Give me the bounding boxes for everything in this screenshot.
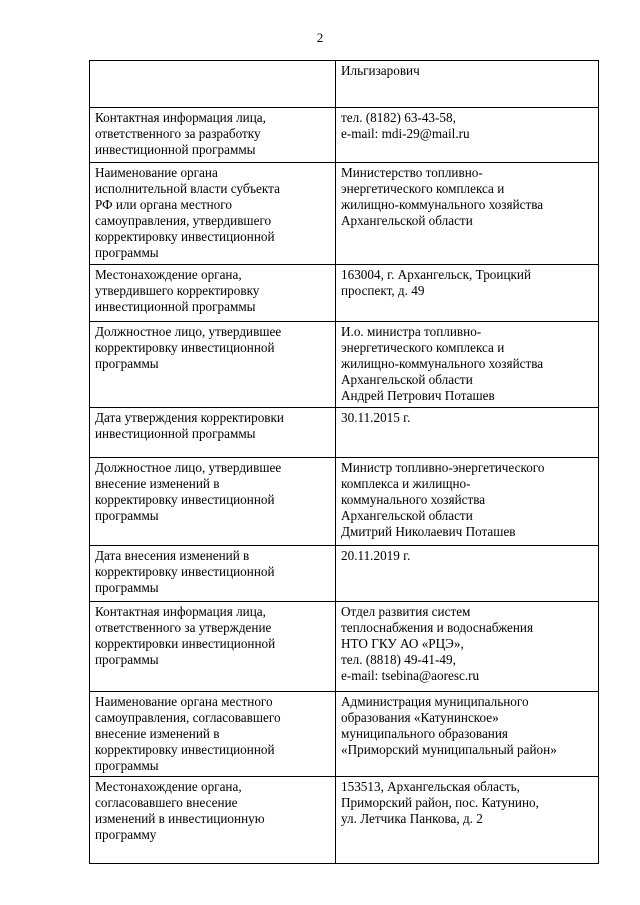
row-label-amendment-date: Дата внесения изменений в корректировку инвестиционной программы — [90, 546, 336, 602]
row-value-approver-contact: Отдел развития систем теплоснабжения и водоснабжения НТО ГКУ АО «РЦЭ», тел. (8818) 49-41-49, e-mail: tsebina@aoresc.ru — [336, 602, 599, 692]
row-label-local-government-location: Местонахождение органа, согласовавшего внесение изменений в инвестиционную программу — [90, 777, 336, 864]
table-row — [90, 777, 599, 864]
row-label-approval-date: Дата утверждения корректировки инвестиционной программы — [90, 408, 336, 458]
row-value-surname-continuation: Ильгизарович — [336, 61, 599, 108]
table-row — [90, 108, 599, 163]
row-label-developer-contact: Контактная информация лица, ответственного за разработку инвестиционной программы — [90, 108, 336, 163]
table-row — [90, 322, 599, 408]
row-label-approving-authority: Наименование органа исполнительной власти субъекта РФ или органа местного самоуправления, утвердившего корректировку инвестиционной программы — [90, 163, 336, 265]
row-label-approver-contact: Контактная информация лица, ответственного за утверждение корректировки инвестиционной программы — [90, 602, 336, 692]
table-row — [90, 61, 599, 108]
row-value-authority-location: 163004, г. Архангельск, Троицкий проспект, д. 49 — [336, 265, 599, 322]
investment-program-info-table — [89, 60, 599, 864]
table-row — [90, 458, 599, 546]
page-number: 2 — [316, 30, 324, 45]
row-value-amendment-official: Министр топливно-энергетического комплекса и жилищно- коммунального хозяйства Архангельской области Дмитрий Николаевич Поташев — [336, 458, 599, 546]
row-label-empty — [90, 61, 336, 108]
row-label-authority-location: Местонахождение органа, утвердившего корректировку инвестиционной программы — [90, 265, 336, 322]
row-value-local-government: Администрация муниципального образования «Катунинское» муниципального образования «Приморский муниципальный район» — [336, 692, 599, 777]
table-row — [90, 602, 599, 692]
table-row — [90, 546, 599, 602]
table-row — [90, 163, 599, 265]
row-value-amendment-date: 20.11.2019 г. — [336, 546, 599, 602]
row-label-approving-official: Должностное лицо, утвердившее корректировку инвестиционной программы — [90, 322, 336, 408]
row-label-amendment-official: Должностное лицо, утвердившее внесение изменений в корректировку инвестиционной программы — [90, 458, 336, 546]
row-value-approval-date: 30.11.2015 г. — [336, 408, 599, 458]
row-value-approving-official: И.о. министра топливно- энергетического комплекса и жилищно-коммунального хозяйства Архангельской области Андрей Петрович Поташев — [336, 322, 599, 408]
table-row — [90, 408, 599, 458]
row-label-local-government: Наименование органа местного самоуправления, согласовавшего внесение изменений в корректировку инвестиционной программы — [90, 692, 336, 777]
row-value-approving-authority: Министерство топливно- энергетического комплекса и жилищно-коммунального хозяйства Архангельской области — [336, 163, 599, 265]
table-row — [90, 265, 599, 322]
row-value-developer-contact: тел. (8182) 63-43-58, e-mail: mdi-29@mail.ru — [336, 108, 599, 163]
row-value-local-government-location: 153513, Архангельская область, Приморский район, пос. Катунино, ул. Летчика Панкова, д. 2 — [336, 777, 599, 864]
table-row — [90, 692, 599, 777]
